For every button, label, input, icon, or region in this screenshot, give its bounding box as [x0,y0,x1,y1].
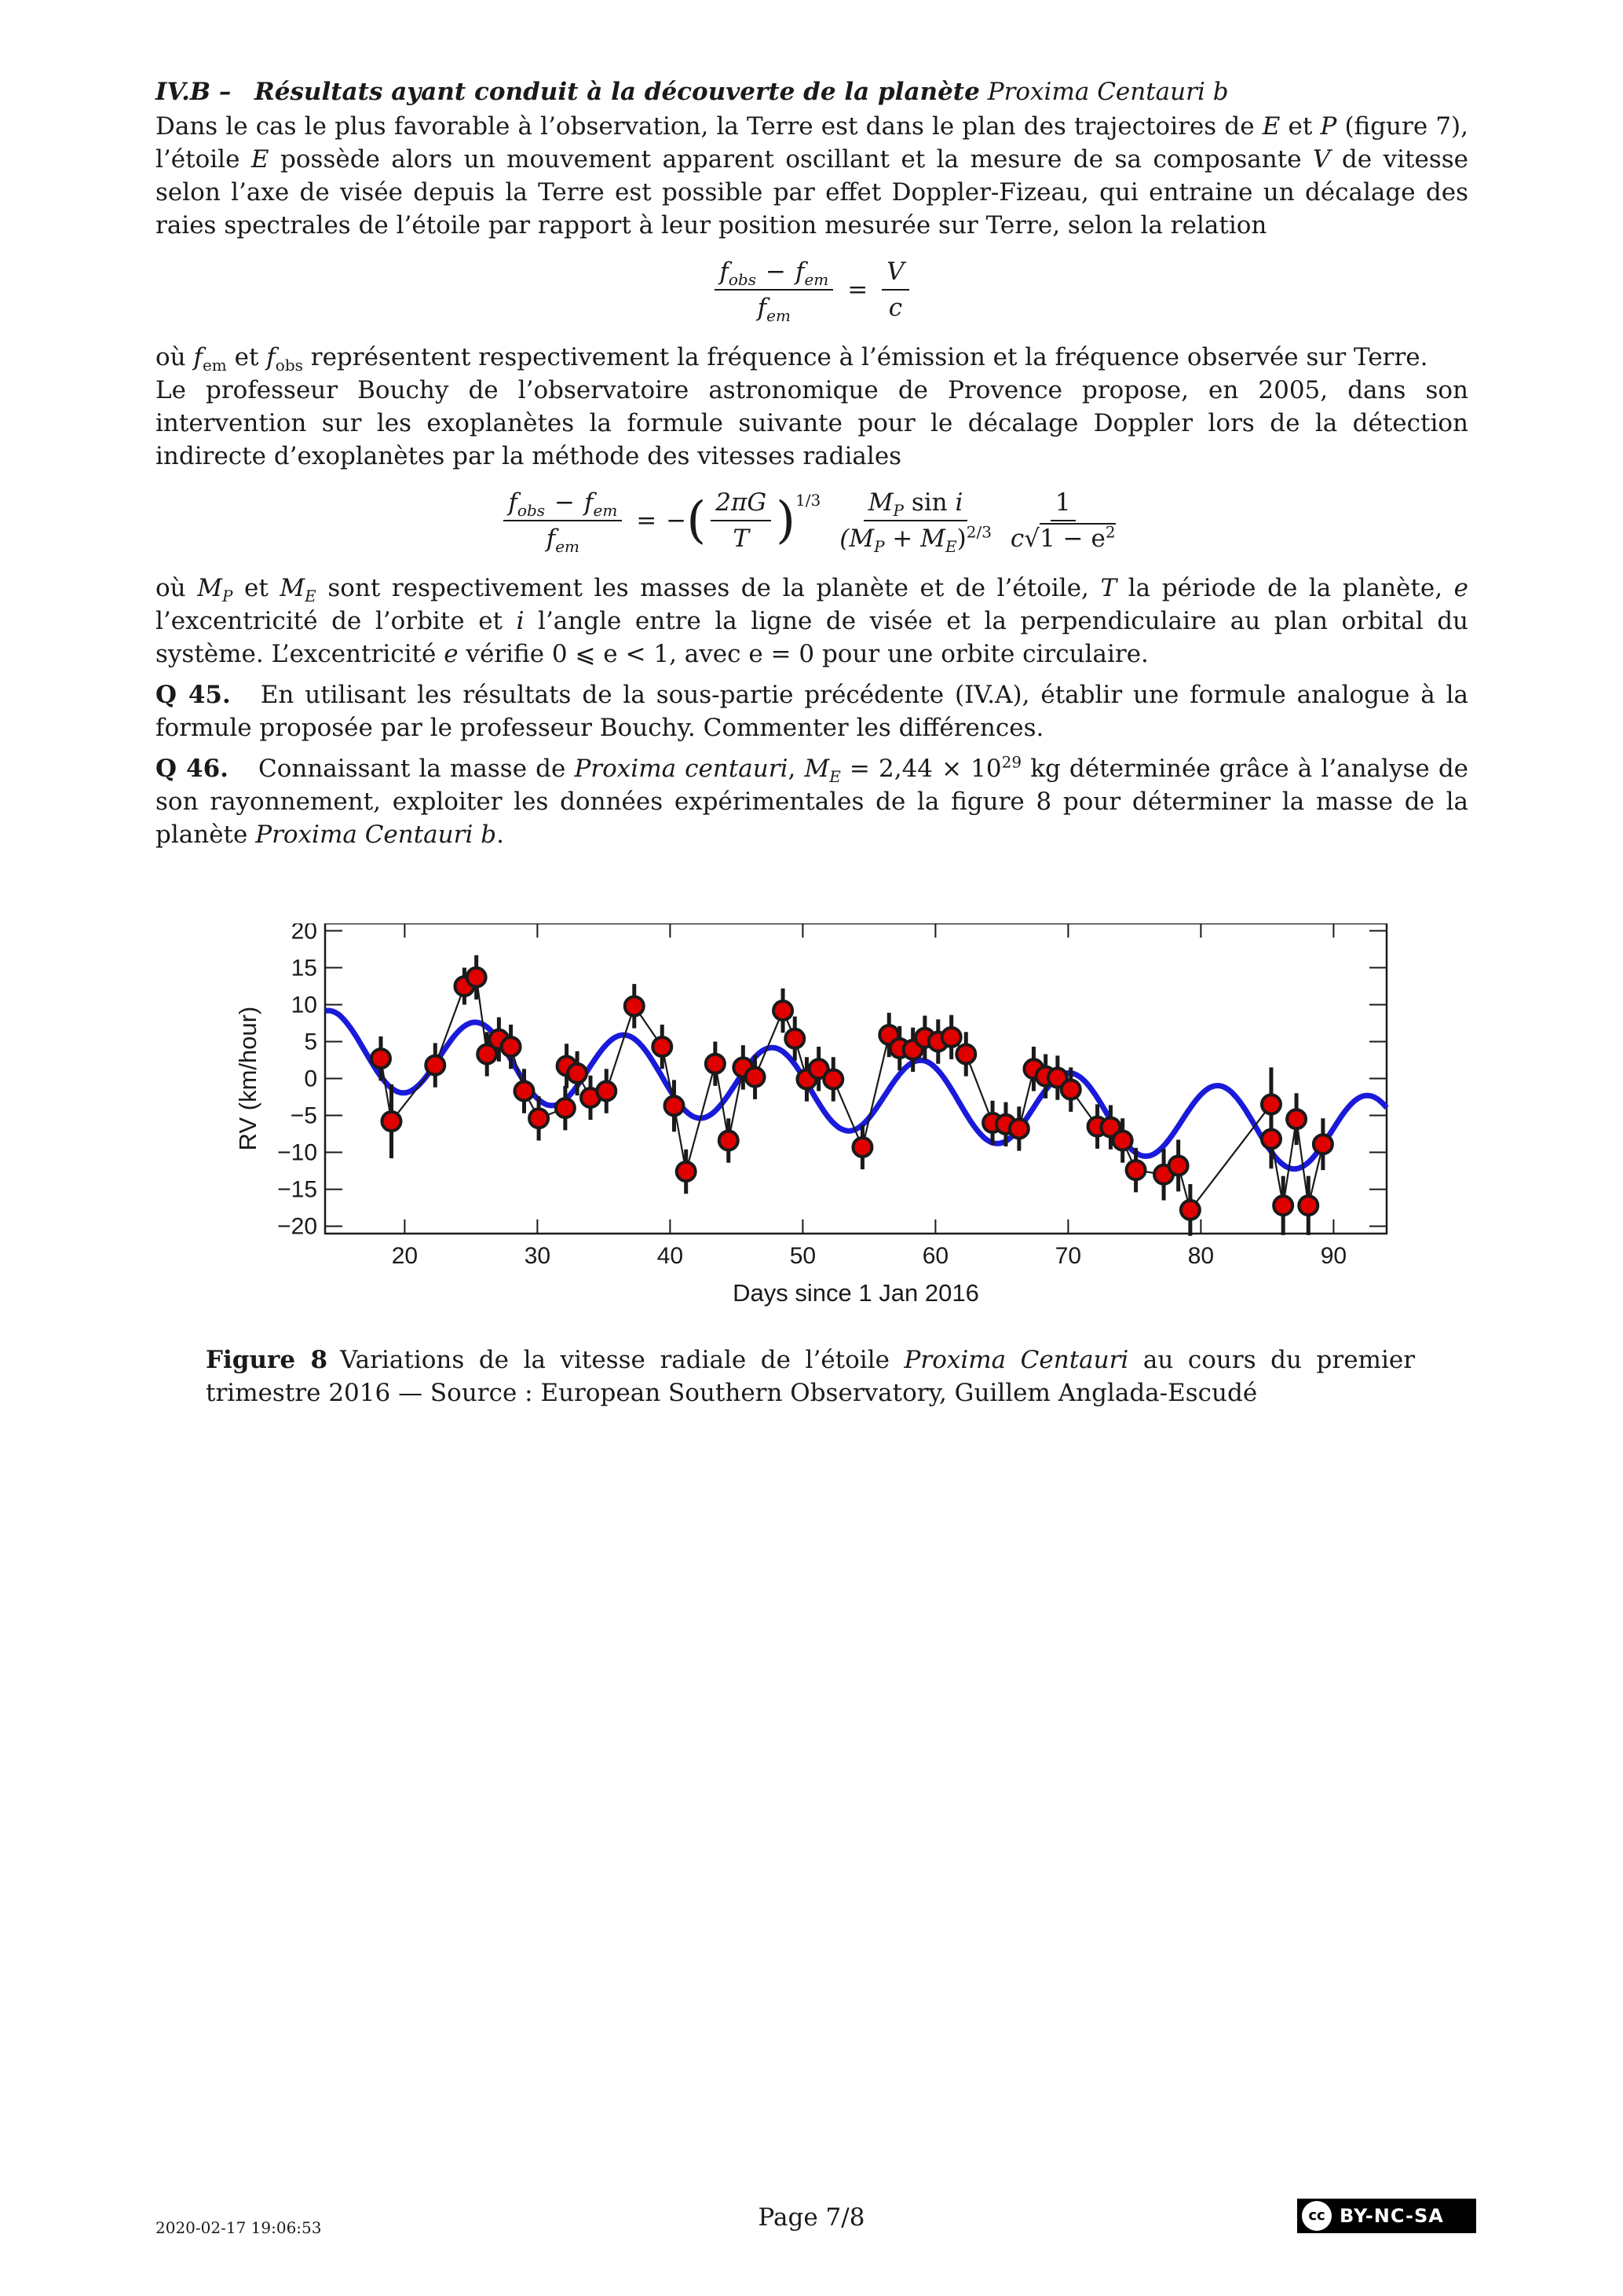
data-point [1181,1201,1200,1219]
fraction-right [882,256,908,324]
x-tick-label: 70 [1055,1243,1082,1269]
symbol-i: i [955,488,963,517]
data-point [568,1064,587,1083]
paragraph-notation [155,572,1468,671]
data-point [1113,1132,1132,1150]
text-span: la période de la planète, [1117,574,1454,602]
data-point [1127,1161,1146,1179]
denominator-c: c [888,294,903,322]
text-span: de vitesse selon l’axe de visée depuis la Terre est possible par effet Doppler-Fizeau, qui entraine un décalage des raies spectrales de l’étoile par rapport à leur position mesurée sur Terre, selon la relation [155,145,1469,239]
operator-minus: − [554,488,575,517]
operator-equals: = [636,506,657,535]
data-point [706,1055,725,1073]
y-tick-label: −5 [290,1102,317,1129]
text-span: l’excentricité de l’orbite et [155,607,517,635]
text-span: vérifie [458,640,552,668]
cc-icon: cc [1302,2201,1332,2231]
data-point [1169,1156,1188,1175]
subscript-em: em [804,270,829,290]
x-tick-label: 60 [922,1243,949,1269]
data-point [382,1112,401,1131]
question-46 [155,752,1468,851]
paren-close: ) [776,492,796,550]
caption-label: Figure 8 [206,1346,328,1374]
text-span: où [155,574,198,602]
math-e: e [1453,574,1469,602]
question-label: Q 46. [155,755,228,783]
exponent-two-thirds: 2/3 [966,522,992,542]
y-tick-label: 15 [291,955,317,982]
symbol-f: f [508,488,517,517]
data-point [719,1132,738,1150]
section-label: IV.B – [155,78,232,106]
y-tick-label: 5 [304,1029,317,1055]
section-title-planet: Proxima Centauri b [987,78,1229,106]
text-span: Dans le cas le plus favorable à l’observation, la Terre est dans le plan des trajectoires de [155,112,1263,141]
data-point [1299,1196,1318,1215]
data-point [853,1138,872,1157]
radicand [1040,523,1116,553]
text-span: l’angle entre la ligne de visée et la perpendiculaire au plan orbital du système. L’excentricité [155,607,1469,668]
operator-equals: = [847,276,868,304]
text-span: Connaissant la masse de [258,755,575,783]
data-point [677,1162,696,1181]
subscript-P: P [221,587,233,606]
text-span: . [496,821,504,849]
data-point [556,1099,575,1117]
text-span: et [226,343,267,371]
data-point [664,1096,683,1115]
data-point [502,1037,521,1056]
data-point [652,1037,671,1056]
x-axis-label: Days since 1 Jan 2016 [733,1279,979,1307]
symbol-f: f [795,258,805,286]
question-text: En utilisant les résultats de la sous-partie précédente (IV.A), établir une formule analogue à la formule proposée par le professeur Bouchy. Commenter les différences. [155,681,1468,742]
y-tick-label: 0 [304,1066,317,1092]
data-point [1287,1110,1306,1128]
figure-8-chart [232,923,1402,1316]
text-span: , avec [669,640,749,668]
operator-minus: − [765,258,786,286]
symbol-M: (M [839,525,875,553]
paragraph-intro [155,110,1468,242]
data-point [746,1068,765,1087]
text-span: au cours du premier trimestre 2016 — Source : European Southern Observatory, Guillem Anglada-Escudé [206,1346,1416,1407]
denominator-mass [835,521,996,557]
text-span: où [155,343,194,371]
paren-open: ( [686,492,707,550]
fraction-left [715,256,833,324]
subscript-obs: obs [728,270,756,290]
denominator [753,291,795,324]
math-V: V [1313,145,1331,174]
radicand-text: 1 − e [1040,525,1106,553]
symbol-M: M [804,755,830,783]
symbol-f: f [584,488,594,517]
star-name: Proxima Centauri [904,1346,1129,1374]
y-tick-label: 10 [291,992,317,1018]
paren: ) [956,525,967,553]
subscript-em: em [593,501,618,521]
data-point [1062,1080,1080,1099]
math-P: P [1320,112,1337,141]
symbol-f: f [193,343,203,371]
exponent: 29 [1001,752,1022,772]
denominator-sqrt: $c√1 - e^2$ [1010,522,1116,553]
symbol-M: M [197,574,222,602]
numerator-mass [864,487,968,521]
paragraph-definitions [155,341,1468,374]
text-span: , [788,755,805,783]
exponent-two: 2 [1105,522,1116,542]
section-title: Résultats ayant conduit à la découverte de la planète [254,78,980,106]
equation-doppler [155,256,1468,324]
text-span: kg déterminée grâce à l’analyse de son rayonnement, exploiter les données expérimentales de la figure 8 pour déterminer la masse de la planète [155,755,1469,849]
math-E: E [250,145,269,174]
data-point [956,1044,975,1063]
data-point [1262,1130,1281,1149]
section-heading [155,75,1468,108]
fraction-mass [835,487,996,557]
subscript-obs: obs [275,356,303,375]
numerator-V: V [882,256,908,291]
text-span: représentent respectivement la fréquence à l’émission et la fréquence observée sur Terre. [302,343,1428,371]
data-point [773,1001,792,1020]
y-axis-label: RV (km/hour) [234,1006,261,1151]
license-text: BY-NC-SA [1340,2205,1444,2227]
data-point [529,1109,548,1128]
x-tick-label: 90 [1320,1243,1347,1269]
text-span: pour une orbite circulaire. [814,640,1149,668]
symbol-f: f [719,258,729,286]
subscript-P: P [893,501,904,521]
math-E: E [1262,112,1281,141]
license-badge [1297,2199,1476,2233]
fraction-2piG-T [711,487,771,554]
page-number: Page 7/8 [758,2203,865,2232]
symbol-f: f [266,343,276,371]
text-span: (figure 7), l’étoile [155,112,1469,174]
data-point [1010,1119,1029,1138]
y-tick-label: −15 [277,1176,317,1203]
symbol-f: f [546,525,556,553]
x-tick-label: 30 [524,1243,551,1269]
text-span: = 2,44 × 10 [840,755,1002,783]
text-span: et [232,574,280,602]
data-point [942,1028,961,1047]
subscript-E: E [829,767,841,787]
x-tick-label: 40 [656,1243,684,1269]
text-span: Variations de la vitesse radiale de l’étoile [340,1346,905,1374]
paragraph-bouchy: Le professeur Bouchy de l’observatoire astronomique de Provence propose, en 2005, dans son intervention sur les exoplanètes la formule suivante pour le décalage Doppler lors de la détection indirecte d’exoplanètes par la méthode des vitesses radiales [155,376,1468,470]
y-tick-label: −20 [277,1213,317,1240]
symbol-f: f [757,294,767,322]
data-point [625,996,644,1015]
subscript-em: em [555,537,579,557]
subscript-obs: obs [517,501,546,521]
rv-chart-svg [232,923,1402,1316]
denominator-T: T [733,525,750,553]
fraction-eccentricity [1006,487,1120,554]
subscript-E: E [945,537,957,557]
denominator [542,521,584,557]
data-point [1314,1135,1332,1153]
data-point [1274,1196,1292,1215]
x-tick-label: 50 [789,1243,817,1269]
symbol-M: M [868,488,894,517]
operator-minus: − [666,506,687,535]
figure-caption [206,1344,1415,1409]
numerator [503,487,622,521]
question-label: Q 45. [155,681,231,709]
question-45 [155,678,1468,744]
math-T: T [1100,574,1117,602]
math-inequality: 0 ⩽ e < 1 [551,640,670,668]
page-body [155,75,1468,851]
data-point [371,1049,390,1068]
subscript-em: em [766,306,791,326]
text-span: et [1280,112,1321,141]
math-e: e [444,640,459,668]
x-tick-label: 20 [391,1243,419,1269]
numerator-one: 1 [1051,487,1076,521]
x-tick-label: 80 [1187,1243,1215,1269]
star-name: Proxima centauri [574,755,788,783]
math-i: i [516,607,525,635]
data-point [515,1081,534,1100]
data-point [824,1069,843,1088]
subscript-em: em [202,356,227,375]
numerator [715,256,833,291]
data-point [1262,1095,1281,1113]
fraction-lhs [503,487,622,557]
planet-name: Proxima Centauri b [255,821,497,849]
subscript-P: P [874,537,885,557]
footer-date: 2020-02-17 19:06:53 [155,2218,322,2237]
equation-bouchy: $\frac{f_{obs} - f_{em}}{f_{em}}$ = − ( $\frac{2\pi G}{T}$ ) $^{1/3}$ $\frac{M_P \sin i}{(M_P + M_E)^{2/3}}$ $\frac{1}{c√1 - e^2}$ [155,487,1468,554]
symbol-M: M [280,574,305,602]
text-span: possède alors un mouvement apparent oscillant et la mesure de sa composante [269,145,1314,174]
data-point [426,1056,444,1075]
data-point [785,1029,804,1048]
math-e-zero: e = 0 [748,640,815,668]
y-tick-label: 20 [291,923,317,945]
subscript-E: E [305,587,316,606]
numerator-2piG: 2πG [711,487,771,521]
y-tick-label: −10 [277,1139,317,1166]
symbol-plus-M: + M [884,525,946,553]
data-point [467,968,486,987]
function-sin: sin [911,488,948,517]
symbol-c: c [1010,525,1025,553]
text-span: sont respectivement les masses de la planète et de l’étoile, [316,574,1101,602]
data-point [597,1081,616,1100]
